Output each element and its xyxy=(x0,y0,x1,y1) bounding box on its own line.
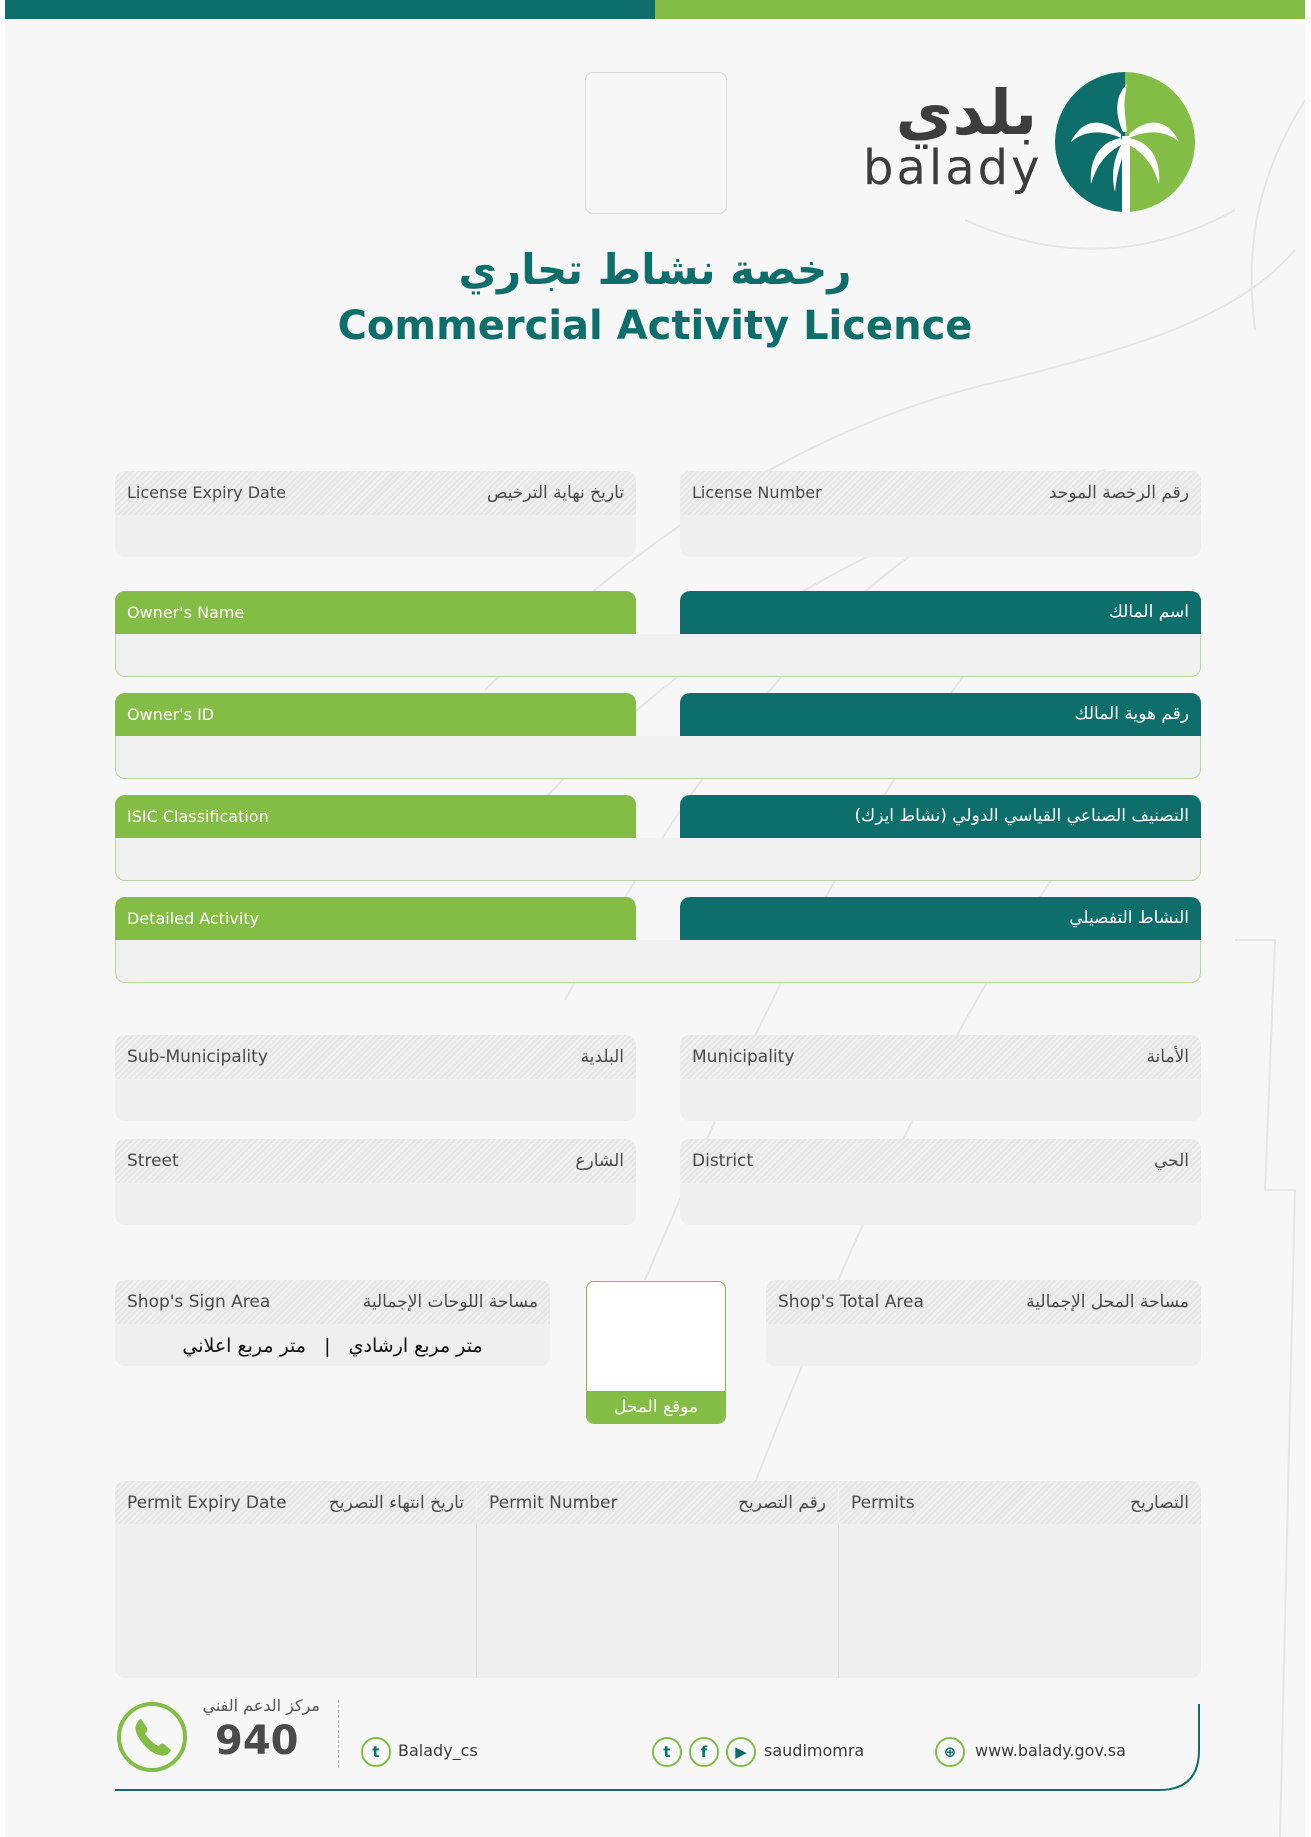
activity-header-ar xyxy=(680,897,1201,940)
twitter-cs-handle[interactable]: Balady_cs xyxy=(398,1741,478,1760)
sub-municipality-label-ar: البلدية xyxy=(580,1047,624,1067)
owner-name-header-ar xyxy=(680,591,1201,634)
district-field xyxy=(680,1139,1201,1225)
permits-column-divider xyxy=(476,1524,477,1678)
permits-column-divider xyxy=(838,1524,839,1678)
owner-name-value xyxy=(115,634,1201,677)
activity-label-en: Detailed Activity xyxy=(127,909,260,928)
street-label-en: Street xyxy=(127,1151,179,1171)
youtube-icon[interactable]: ▶ xyxy=(726,1737,756,1767)
license-number-label-en: License Number xyxy=(692,483,822,502)
twitter-icon[interactable]: t xyxy=(652,1737,682,1767)
activity-label-ar: النشاط التفصيلي xyxy=(1069,908,1189,928)
owner-name-header-en xyxy=(115,591,636,634)
total-area-field xyxy=(766,1280,1201,1366)
top-bar-green xyxy=(655,0,1305,19)
twitter-icon[interactable]: t xyxy=(361,1737,391,1767)
isic-header-ar xyxy=(680,795,1201,838)
shop-location-map[interactable] xyxy=(586,1281,726,1424)
permit-number-label-ar: رقم التصريح xyxy=(738,1493,826,1513)
total-area-label-en: Shop's Total Area xyxy=(778,1292,924,1312)
permit-number-header xyxy=(477,1481,838,1524)
sign-area-label-ar: مساحة اللوحات الإجمالية xyxy=(362,1292,538,1312)
support-center-label: مركز الدعم الفني xyxy=(202,1696,320,1715)
title-arabic: رخصة نشاط تجاري xyxy=(458,245,852,294)
footer-divider xyxy=(338,1700,339,1768)
globe-icon: ⊕ xyxy=(935,1737,965,1767)
isic-label-ar: التصنيف الصناعي القياسي الدولي (نشاط ايزك) xyxy=(854,806,1189,826)
license-number-label-ar: رقم الرخصة الموحد xyxy=(1048,483,1189,503)
owner-name-label-en: Owner's Name xyxy=(127,603,245,622)
facebook-icon[interactable]: f xyxy=(689,1737,719,1767)
permits-label-en: Permits xyxy=(851,1493,915,1513)
isic-value xyxy=(115,838,1201,881)
district-label-ar: الحي xyxy=(1153,1151,1189,1171)
palm-emblem-icon xyxy=(1055,72,1195,212)
permit-expiry-label-ar: تاريخ انتهاء التصريح xyxy=(328,1493,464,1513)
permits-header xyxy=(839,1481,1201,1524)
permits-label-ar: التصاريح xyxy=(1130,1493,1189,1513)
license-expiry-label-ar: تاريخ نهاية الترخيص xyxy=(486,483,624,503)
license-expiry-label-en: License Expiry Date xyxy=(127,483,286,502)
owner-id-label-ar: رقم هوية المالك xyxy=(1074,704,1189,724)
logo-arabic-text: بلدي xyxy=(895,76,1037,149)
permits-table xyxy=(115,1481,1201,1678)
sign-area-label-en: Shop's Sign Area xyxy=(127,1292,271,1312)
owner-name-label-ar: اسم المالك xyxy=(1108,602,1189,622)
title-english: Commercial Activity Licence xyxy=(337,303,973,349)
phone-icon xyxy=(115,1700,189,1774)
license-number-field xyxy=(680,471,1201,557)
municipality-field xyxy=(680,1035,1201,1121)
isic-label-en: ISIC Classification xyxy=(127,807,269,826)
street-field xyxy=(115,1139,636,1225)
district-label-en: District xyxy=(692,1151,754,1171)
owner-id-header-ar xyxy=(680,693,1201,736)
municipality-label-ar: الأمانة xyxy=(1146,1047,1189,1067)
owner-id-label-en: Owner's ID xyxy=(127,705,215,724)
isic-header-en xyxy=(115,795,636,838)
sign-area-units: متر مربع ارشادي | متر مربع اعلاني xyxy=(182,1335,483,1357)
logo-english-text: balady xyxy=(863,140,1043,196)
licence-page xyxy=(5,0,1305,1837)
owner-id-header-en xyxy=(115,693,636,736)
shop-location-label: موقع المحل xyxy=(587,1391,725,1423)
permit-number-label-en: Permit Number xyxy=(489,1493,618,1513)
municipality-label-en: Municipality xyxy=(692,1047,795,1067)
owner-photo-placeholder xyxy=(585,72,727,214)
website-link[interactable]: www.balady.gov.sa xyxy=(975,1741,1126,1760)
permit-expiry-header xyxy=(115,1481,476,1524)
permit-expiry-label-en: Permit Expiry Date xyxy=(127,1493,287,1513)
support-number: 940 xyxy=(215,1718,299,1764)
owner-id-value xyxy=(115,736,1201,779)
license-expiry-field xyxy=(115,471,636,557)
activity-value xyxy=(115,940,1201,983)
sign-area-field xyxy=(115,1280,550,1366)
top-bar-dark xyxy=(5,0,655,19)
total-area-label-ar: مساحة المحل الإجمالية xyxy=(1026,1292,1189,1312)
sub-municipality-field xyxy=(115,1035,636,1121)
social-handle[interactable]: saudimomra xyxy=(764,1741,865,1760)
sub-municipality-label-en: Sub-Municipality xyxy=(127,1047,268,1067)
activity-header-en xyxy=(115,897,636,940)
street-label-ar: الشارع xyxy=(575,1151,624,1171)
